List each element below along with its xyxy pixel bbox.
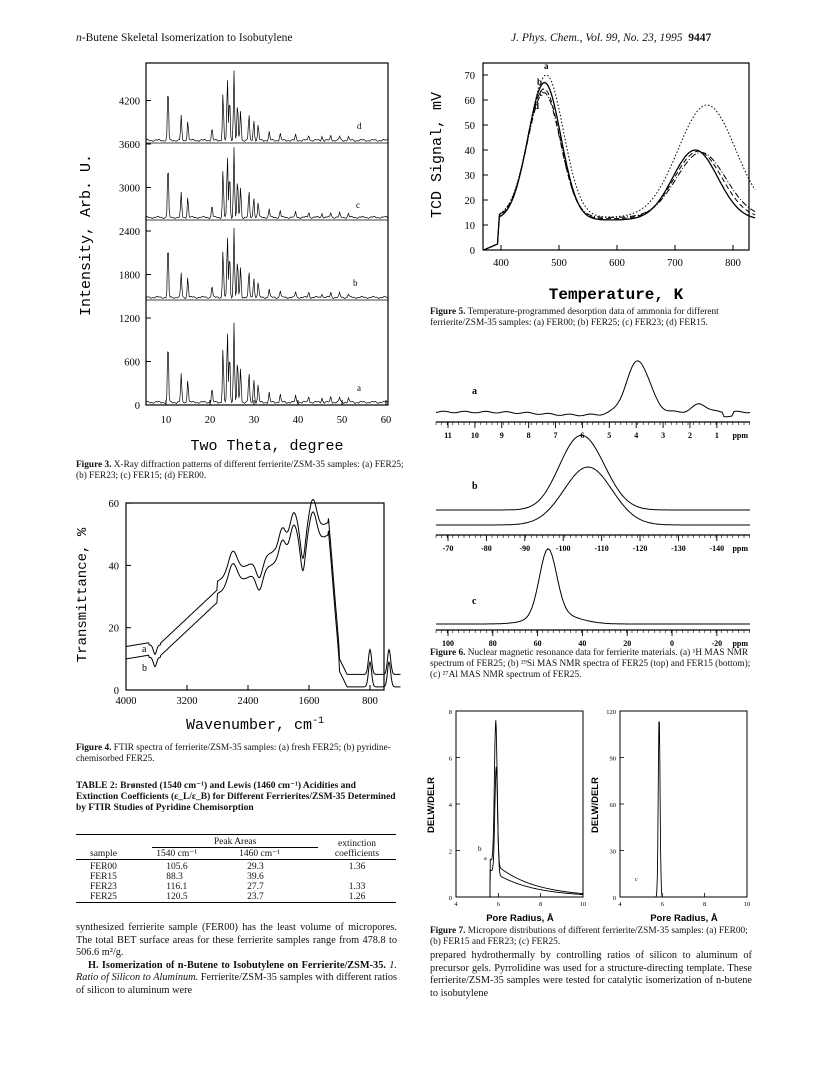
fig6-c-axis-tick-label: 0 <box>670 639 675 648</box>
fig6-c-axis-tick-label: 40 <box>578 639 587 648</box>
fig7-right-xtick-label: 4 <box>618 901 622 908</box>
fig7-left-ytick-label: 6 <box>448 755 452 763</box>
fig6-b-axis-unit: ppm <box>732 544 748 553</box>
fig4-caption: Figure 4. FTIR spectra of ferrierite/ZSM-35 samples: (a) fresh FER25; (b) pyridine-chemisorbed FER25. <box>76 743 391 764</box>
fig5-xtick-label: 500 <box>551 258 567 269</box>
right-body-text: prepared hydrothermally by controlling ratios of silicon to aluminum of precursor gels. Pyrrolidine was used for a structure-directing template. These ferrierite/ZSM-35 samples were tested for catalytic isomerization of n-butene to isobutylene <box>430 950 752 999</box>
fig6-a-axis-tick-label: 1 <box>714 431 719 440</box>
fig6-a-axis-tick-label: 4 <box>634 431 639 440</box>
fig3-ytick-label: 0 <box>134 401 140 412</box>
fig3-xtick-label: 10 <box>160 415 172 426</box>
fig7-left-ytick-label: 0 <box>448 895 452 902</box>
fig5-xtick-label: 800 <box>725 258 741 269</box>
fig7-right-ticks <box>606 709 750 908</box>
figure-3 <box>70 55 400 465</box>
table-row <box>76 872 396 882</box>
fig6-a-axis-tick-label: 9 <box>499 431 504 440</box>
fig7-right-ytick-label: 120 <box>606 709 616 716</box>
fig7-label-b: b <box>478 845 482 853</box>
col-extinction: extinction coefficients <box>334 838 380 859</box>
page-number: 9447 <box>688 32 712 44</box>
col-peak-areas: Peak Areas <box>152 835 318 848</box>
fig5-ytick-label: 10 <box>464 221 475 232</box>
fig5-caption: Figure 5. Temperature-programmed desorption data of ammonia for different ferrierite/ZSM-35 samples: (a) FER00; (b) FER25; (c) FER23; (d) FER15. <box>430 307 719 328</box>
fig4-ytick-label: 60 <box>108 499 119 511</box>
fig5-ytick-label: 40 <box>464 146 475 157</box>
fig5-x-ticks <box>493 245 741 269</box>
table-row <box>76 860 396 873</box>
fig6-a-axis-tick-label: 11 <box>444 431 452 440</box>
table-cell-sample: FER25 <box>90 892 117 902</box>
fig4-x-ticks <box>113 685 378 707</box>
fig3-label-a: a <box>357 383 361 393</box>
table-cell-a1540: 105.6 <box>166 862 188 872</box>
fig3-xtick-label: 30 <box>248 415 260 426</box>
fig6-spectrum-c <box>436 549 750 624</box>
fig6-c-axis <box>436 630 750 648</box>
fig4-ytick-label: 20 <box>108 623 119 635</box>
fig4-ylabel: Transmittance, % <box>75 527 91 663</box>
fig6-a-axis-tick-label: 8 <box>526 431 531 440</box>
fig7-left-xtick-label: 6 <box>496 901 500 908</box>
fig7-left-ytick-label: 8 <box>448 709 452 716</box>
fig5-ytick-label: 70 <box>464 71 475 82</box>
table-cell-ext: 1.33 <box>348 882 366 892</box>
fig6-label-c: c <box>472 596 477 607</box>
fig6-c-axis-tick-label: 80 <box>488 639 497 648</box>
fig4-xtick-label: 1600 <box>298 696 320 707</box>
fig3-xtick-label: 40 <box>292 415 304 426</box>
fig7-trace-c <box>637 722 747 897</box>
table-cell-sample: FER00 <box>90 862 117 872</box>
figure-6 <box>428 350 754 646</box>
fig3-ytick-label: 3000 <box>119 183 140 195</box>
subsection-heading: 1. Ratio of Silicon to Aluminum. <box>76 959 397 984</box>
fig3-frame <box>146 63 388 405</box>
table-cell-ext: 1.36 <box>348 862 366 872</box>
fig4-trace-b <box>126 512 401 687</box>
fig3-xlabel: Two Theta, degree <box>190 438 344 455</box>
fig5-label-c: c <box>539 88 543 98</box>
fig3-xtick-label: 60 <box>380 415 392 426</box>
fig4-label-b: b <box>142 663 147 674</box>
fig3-trace-a <box>146 323 388 405</box>
table-cell-a1460: 29.3 <box>247 862 264 872</box>
fig6-spectrum-a <box>436 361 750 417</box>
fig6-b-axis-tick-label: -80 <box>481 544 492 553</box>
fig6-b-axis-tick-label: -130 <box>671 544 686 553</box>
fig4-trace-a <box>126 500 401 675</box>
fig7-right-ylabel: DELW/DELR <box>590 777 601 833</box>
col-1460: 1460 cm⁻¹ <box>239 849 280 859</box>
fig6-c-axis-tick-label: -20 <box>711 639 723 648</box>
table2-title: TABLE 2: Brønsted (1540 cm⁻¹) and Lewis (1460 cm⁻¹) Acidities and Extinction Coefficients (ε_L/ε_B) for Different Ferrierites/ZSM-35 Determined by FTIR Studies of Pyridine Chemisorption <box>76 781 396 813</box>
fig5-y-ticks <box>465 71 489 257</box>
fig3-trace-c <box>146 147 388 220</box>
fig7-right-xtick-label: 6 <box>660 901 664 908</box>
fig6-b-axis-tick-label: -90 <box>519 544 531 553</box>
fig6-c-axis-tick-label: 100 <box>442 639 454 648</box>
figure-7 <box>428 705 754 925</box>
table-cell-sample: FER23 <box>90 882 117 892</box>
fig5-ytick-label: 20 <box>464 196 475 207</box>
fig5-ylabel: TCD Signal, mV <box>429 91 446 219</box>
table-cell-a1460: 27.7 <box>247 882 264 892</box>
table-cell-ext <box>318 872 396 882</box>
fig4-ytick-label: 40 <box>108 561 119 573</box>
running-title: n-Butene Skeletal Isomerization to Isobutylene <box>76 32 293 44</box>
left-body-text: synthesized ferrierite sample (FER00) has the least volume of micropores. The total BET surface areas for these ferrierite samples range from 478.8 to 506.6 m²/g. H. Isomerization of n-Butene to Isobutylene on Ferrierite/ZSM-35. 1. Ratio of Silicon to Aluminum. Ferrierite/ZSM-35 samples with different ratios of silicon to aluminum were <box>76 922 397 996</box>
fig6-b-axis-tick-label: -120 <box>632 544 648 553</box>
fig5-trace-b <box>484 83 755 251</box>
fig7-left-xtick-label: 10 <box>579 901 587 908</box>
fig5-ytick-label: 30 <box>464 171 475 182</box>
fig6-label-b: b <box>472 481 478 492</box>
fig6-c-axis-unit: ppm <box>732 639 748 648</box>
fig5-frame <box>483 63 749 250</box>
fig6-b-axis <box>436 535 750 553</box>
table-cell-a1540: 116.1 <box>166 882 188 892</box>
fig6-spectrum-b-top <box>436 435 750 510</box>
fig7-label-c: c <box>635 877 638 883</box>
fig5-xtick-label: 700 <box>667 258 683 269</box>
fig4-y-ticks <box>109 499 132 697</box>
fig3-label-b: b <box>353 278 358 288</box>
fig7-right-xlabel: Pore Radius, Å <box>650 913 718 924</box>
fig4-frame <box>126 503 384 690</box>
col-1540: 1540 cm⁻¹ <box>156 849 198 859</box>
fig3-xtick-label: 20 <box>204 415 216 426</box>
fig4-xtick-label: 2400 <box>237 696 259 707</box>
fig4-xtick-label: 4000 <box>115 696 137 707</box>
fig6-a-axis-tick-label: 7 <box>553 431 558 440</box>
section-heading: H. Isomerization of n-Butene to Isobutylene on Ferrierite/ZSM-35. <box>88 959 386 971</box>
fig3-ytick-label: 1200 <box>119 314 140 325</box>
fig7-left-ylabel: DELW/DELR <box>426 777 437 833</box>
fig4-xtick-label: 800 <box>362 696 378 707</box>
table2 <box>76 834 396 903</box>
fig5-xtick-label: 600 <box>609 258 625 269</box>
fig3-traces <box>146 71 388 406</box>
fig7-left-frame <box>456 711 583 897</box>
table-cell-a1460: 23.7 <box>247 892 264 902</box>
table-row <box>76 892 396 903</box>
fig7-left-xtick-label: 4 <box>454 901 458 908</box>
fig7-label-a: a <box>484 856 487 862</box>
table-cell-a1460: 39.6 <box>247 872 264 882</box>
fig3-caption: Figure 3. X-Ray diffraction patterns of different ferrierite/ZSM-35 samples: (a) FER25; (b) FER23; (c) FER15; (d) FER00. <box>76 460 404 481</box>
fig5-label-b: b <box>537 77 543 87</box>
fig7-trace-a <box>473 767 583 897</box>
fig3-ytick-label: 2400 <box>119 227 140 238</box>
fig7-left-xlabel: Pore Radius, Å <box>486 913 554 924</box>
fig6-a-axis-tick-label: 2 <box>687 431 692 440</box>
table-cell-a1540: 88.3 <box>166 872 183 882</box>
fig6-b-axis-tick-label: -70 <box>442 544 454 553</box>
fig7-right-ytick-label: 0 <box>612 895 616 902</box>
fig6-a-axis-tick-label: 3 <box>661 431 666 440</box>
fig3-ytick-label: 600 <box>124 357 140 369</box>
fig4-ytick-label: 0 <box>113 686 119 697</box>
fig6-c-axis-tick-label: 20 <box>623 639 632 648</box>
fig6-a-axis-unit: ppm <box>732 431 748 440</box>
fig3-ytick-label: 3600 <box>119 140 140 151</box>
fig4-xtick-label: 3200 <box>176 696 198 707</box>
fig7-left-ytick-label: 4 <box>448 802 452 809</box>
col-sample: sample <box>90 849 117 859</box>
fig3-x-ticks <box>161 400 392 426</box>
fig6-caption: Figure 6. Nuclear magnetic resonance data for ferrierite materials. (a) ¹H MAS NMR spectrum of FER25; (b) ²⁹Si MAS NMR spectra of FER25 (top) and FER15 (bottom); (c) ²⁷Al MAS NMR spectrum of FER25. <box>430 648 751 680</box>
fig3-ylabel: Intensity, Arb. U. <box>78 153 95 317</box>
fig5-trace-c <box>484 89 755 250</box>
fig7-right-ytick-label: 30 <box>609 848 616 856</box>
fig7-right-ytick-label: 90 <box>609 755 616 763</box>
fig5-label-a: a <box>544 61 549 71</box>
fig5-label-d: d <box>534 101 540 111</box>
fig7-left-ytick-label: 2 <box>448 848 452 856</box>
fig7-right-xtick-label: 10 <box>743 901 751 908</box>
fig6-a-axis <box>436 422 750 440</box>
fig4-xlabel: Wavenumber, $cm^{-1}$ <box>185 716 325 734</box>
fig3-ytick-label: 4200 <box>119 96 140 108</box>
fig5-ytick-label: 50 <box>464 121 475 132</box>
fig6-a-axis-tick-label: 5 <box>607 431 612 440</box>
fig7-right-frame <box>620 711 747 897</box>
fig4-label-a: a <box>142 644 147 655</box>
fig6-b-axis-tick-label: -140 <box>709 544 725 553</box>
fig6-label-a: a <box>472 386 477 397</box>
table-cell-sample: FER15 <box>90 872 117 882</box>
fig7-left-xtick-label: 8 <box>539 901 543 908</box>
fig6-a-axis-tick-label: 10 <box>470 431 479 440</box>
table-cell-ext: 1.26 <box>348 892 366 902</box>
fig5-trace-a <box>484 75 755 250</box>
fig5-ytick-label: 60 <box>464 96 475 107</box>
fig6-spectrum-b-bottom <box>436 467 750 525</box>
journal-info: J. Phys. Chem., Vol. 99, No. 23, 1995 9447 <box>511 32 712 44</box>
fig3-ytick-label: 1800 <box>119 270 140 282</box>
fig6-a-axis-tick-label: 6 <box>580 431 585 440</box>
fig5-xlabel: Temperature, K <box>548 286 684 304</box>
figure-5 <box>425 55 755 305</box>
table-cell-a1540: 120.5 <box>166 892 188 902</box>
fig5-ytick-label: 0 <box>469 246 475 257</box>
fig6-b-axis-tick-label: -110 <box>594 544 609 553</box>
fig6-b-axis-tick-label: -100 <box>555 544 571 553</box>
fig3-xtick-label: 50 <box>336 415 348 426</box>
fig7-caption: Figure 7. Micropore distributions of different ferrierite/ZSM-35 samples: (a) FER00; (b) FER15 and FER23; (c) FER25. <box>430 926 748 947</box>
fig3-label-d: d <box>357 121 362 131</box>
fig7-trace-b <box>473 720 583 897</box>
figure-4 <box>70 495 400 740</box>
fig3-trace-b <box>146 228 388 300</box>
table-row <box>76 882 396 892</box>
fig3-label-c: c <box>356 200 360 210</box>
fig7-right-xtick-label: 8 <box>703 901 707 908</box>
fig7-right-ytick-label: 60 <box>609 802 616 809</box>
fig5-xtick-label: 400 <box>493 258 509 269</box>
fig6-c-axis-tick-label: 60 <box>533 639 542 648</box>
fig3-trace-d <box>146 71 388 144</box>
